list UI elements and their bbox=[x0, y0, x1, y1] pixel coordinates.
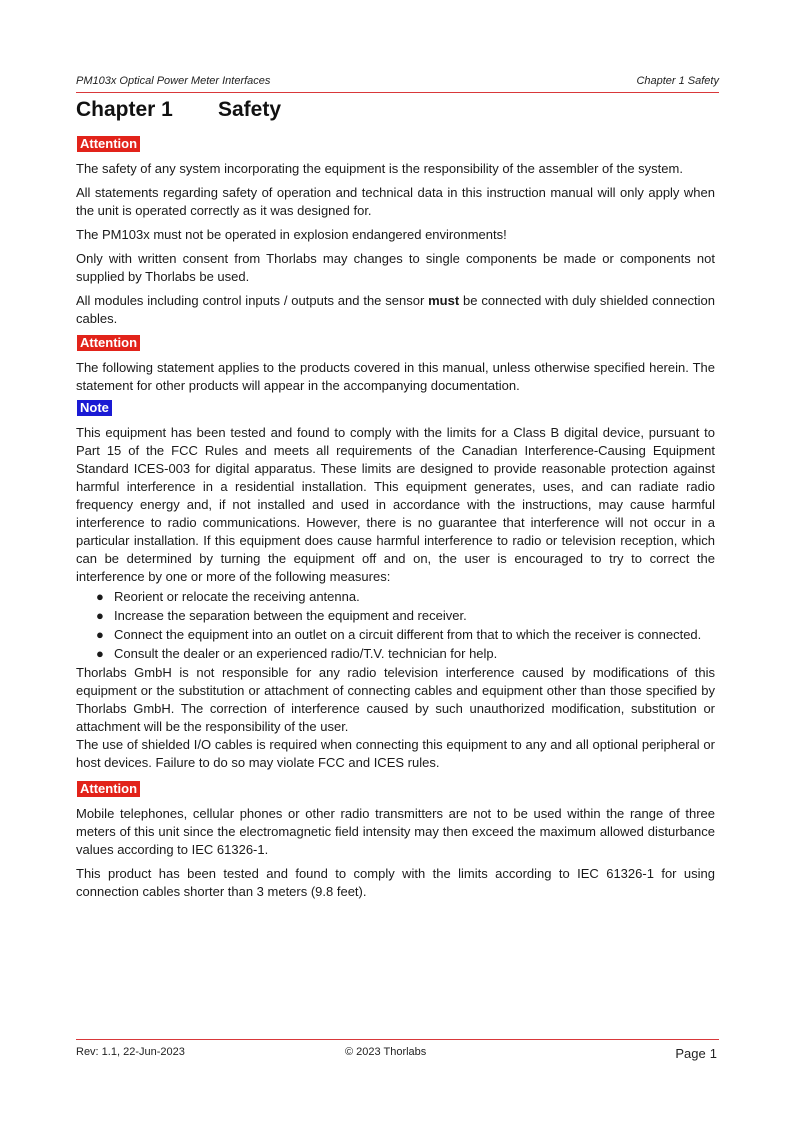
paragraph: This product has been tested and found to comply with the limits according to IEC 61326-1 for using connection cables shorter than 3 meters (9.8 feet). bbox=[76, 866, 715, 899]
list-item: ● Consult the dealer or an experienced radio/T.V. technician for help. bbox=[96, 646, 498, 661]
bullet-icon: ● bbox=[96, 646, 104, 661]
list-item: ● Reorient or relocate the receiving antenna. bbox=[96, 589, 360, 604]
emphasis-must: must bbox=[428, 293, 460, 308]
page-footer bbox=[76, 1039, 719, 1061]
note-block-fcc bbox=[76, 399, 715, 424]
paragraph: Only with written consent from Thorlabs may changes to single components be made or components not supplied by Thorlabs be used. bbox=[76, 251, 715, 284]
paragraph-responsibility: Thorlabs GmbH is not responsible for any radio television interference caused by modifications of this equipment or the substitution or attachment of connecting cables and equipment other than those specified by Thorlabs GmbH. The correction of interference caused by such unauthorized modification, substitution or attachment will be the responsibility of the user. bbox=[76, 665, 715, 734]
measures-list bbox=[76, 588, 715, 663]
bullet-icon: ● bbox=[96, 608, 104, 623]
bullet-icon: ● bbox=[96, 627, 104, 642]
list-item: ● Increase the separation between the equipment and receiver. bbox=[96, 608, 467, 623]
page-content bbox=[76, 135, 715, 907]
page-header bbox=[76, 74, 719, 93]
paragraph: All statements regarding safety of operation and technical data in this instruction manual will only apply when the unit is operated correctly as it was designed for. bbox=[76, 185, 715, 218]
revision-info: Rev: 1.1, 22-Jun-2023 bbox=[76, 1046, 185, 1058]
paragraph: Mobile telephones, cellular phones or other radio transmitters are not to be used within the range of three meters of this unit since the electromagnetic field intensity may then exceed the maximum allowed disturbance values according to IEC 61326-1. bbox=[76, 806, 715, 857]
note-badge: Note bbox=[77, 400, 112, 416]
paragraph: The following statement applies to the products covered in this manual, unless otherwise specified herein. The statement for other products will appear in the accompanying documentation. bbox=[76, 360, 715, 393]
attention-block-general bbox=[76, 135, 715, 160]
paragraph: The PM103x must not be operated in explosion endangered environments! bbox=[76, 227, 507, 242]
attention-block-emc bbox=[76, 780, 715, 805]
chapter-number: Chapter 1 bbox=[76, 98, 173, 121]
chapter-name: Safety bbox=[218, 98, 282, 121]
chapter-title bbox=[76, 98, 281, 122]
attention-badge: Attention bbox=[77, 335, 140, 351]
header-chapter-title: Chapter 1 Safety bbox=[636, 75, 719, 87]
copyright: © 2023 Thorlabs bbox=[345, 1046, 427, 1058]
header-document-title: PM103x Optical Power Meter Interfaces bbox=[76, 75, 271, 87]
paragraph-shielded-io: The use of shielded I/O cables is required when connecting this equipment to any and all optional peripheral or host devices. Failure to do so may violate FCC and ICES rules. bbox=[76, 737, 715, 770]
attention-badge: Attention bbox=[77, 781, 140, 797]
page-number: Page 1 bbox=[675, 1046, 717, 1061]
paragraph-shielded-cables: All modules including control inputs / outputs and the sensor must be connected with duly shielded connection cables. bbox=[76, 293, 715, 326]
paragraph: The safety of any system incorporating the equipment is the responsibility of the assembler of the system. bbox=[76, 161, 683, 176]
paragraph-fcc: This equipment has been tested and found to comply with the limits for a Class B digital device, pursuant to Part 15 of the FCC Rules and meets all requirements of the Canadian Interference-Causing Equipment Standard ICES-003 for digital apparatus. These limits are designed to provide reasonable protection against harmful interference in a residential installation. This equipment generates, uses, and can radiate radio frequency energy and, if not installed and used in accordance with the instructions, may cause harmful interference to radio communications. However, there is no guarantee that interference will not occur in a particular installation. If this equipment does cause harmful interference to radio or television reception, which can be determined by turning the equipment off and on, the user is encouraged to try to correct the interference by one or more of the following measures: bbox=[76, 425, 715, 584]
attention-badge: Attention bbox=[77, 136, 140, 152]
list-item: ● Connect the equipment into an outlet on a circuit different from that to which the receiver is connected. bbox=[96, 627, 702, 642]
attention-block-products bbox=[76, 334, 715, 359]
bullet-icon: ● bbox=[96, 589, 104, 604]
